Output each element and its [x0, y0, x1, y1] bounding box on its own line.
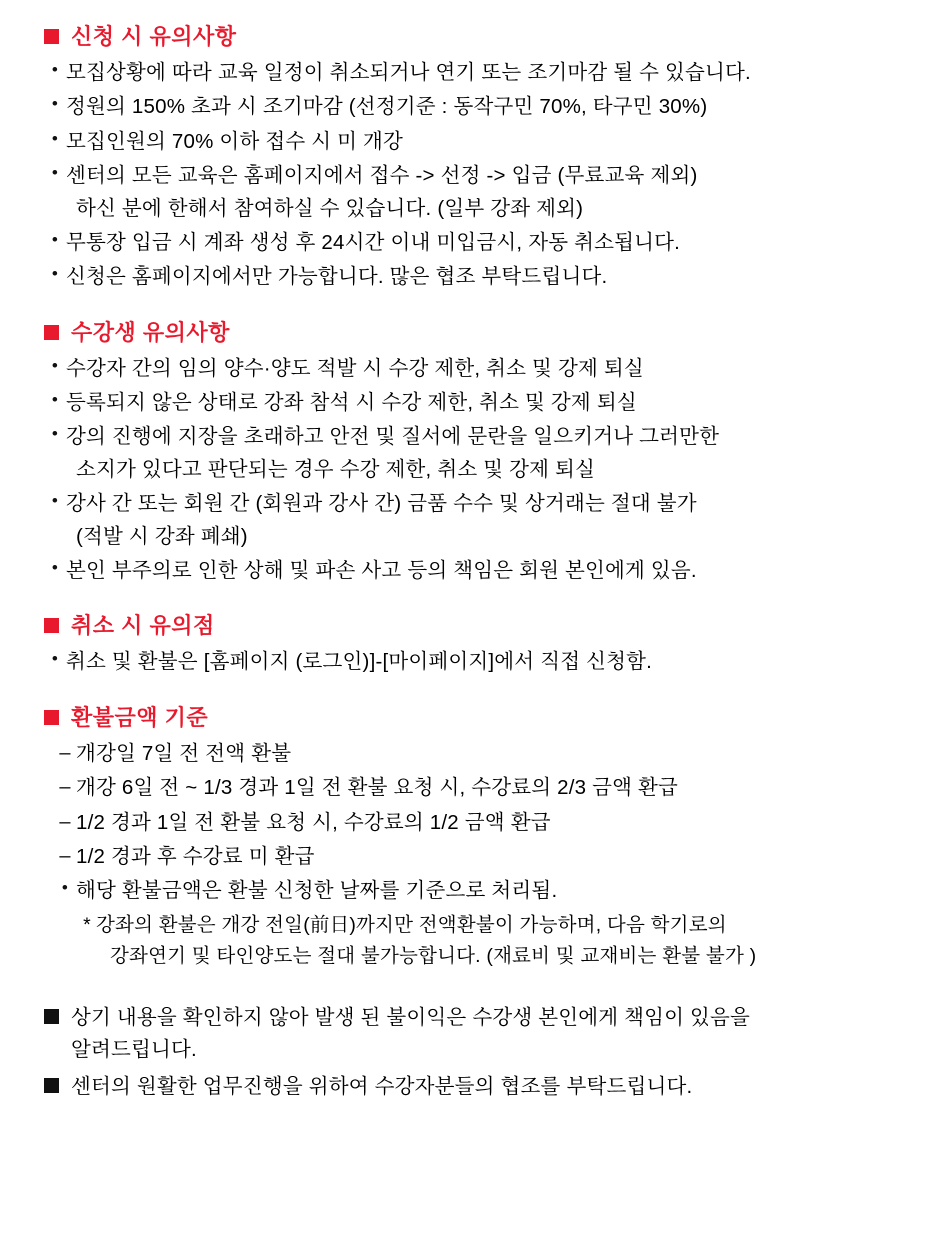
refund-asterisk-note — [44, 910, 911, 972]
footer-note-line: 상기 내용을 확인하지 않아 발생 된 불이익은 수강생 본인에게 책임이 있음을 — [71, 1006, 751, 1029]
bullet-dot-icon: • — [51, 649, 59, 669]
list-item-line: 센터의 모든 교육은 홈페이지에서 접수 -> 선정 -> 입금 (무료교육 제외) — [66, 164, 698, 188]
section-heading-student-notice — [44, 318, 911, 347]
note-line: 강좌의 환불은 개강 전일(前日)까지만 전액환불이 가능하며, 다음 학기로의 — [96, 913, 727, 936]
list-item — [54, 841, 911, 873]
section-title: 환불금액 기준 — [71, 704, 209, 730]
list-item-text — [66, 488, 911, 553]
black-square-bullet-icon — [44, 1009, 59, 1024]
list-item — [44, 353, 911, 385]
asterisk-icon: * — [83, 913, 91, 936]
bullet-dot-icon: • — [51, 128, 59, 148]
list-item-text — [66, 160, 911, 225]
note-text — [96, 910, 756, 972]
red-square-bullet-icon — [44, 325, 59, 340]
bullet-dot-icon: • — [51, 355, 59, 375]
list-item — [54, 875, 911, 907]
list-item-text: 해당 환불금액은 환불 신청한 날짜를 기준으로 처리됨. — [76, 879, 558, 903]
list-cancel-notice — [44, 646, 911, 678]
list-item-text: 모집인원의 70% 이하 접수 시 미 개강 — [66, 129, 404, 153]
dash-bullet-icon: – — [59, 844, 71, 867]
black-square-bullet-icon — [44, 1078, 59, 1093]
footer-note-text — [71, 1002, 750, 1067]
note-line: 강좌연기 및 타인양도는 절대 불가능합니다. (재료비 및 교재비는 환불 불가 ) — [110, 944, 757, 967]
bullet-dot-icon: • — [51, 94, 59, 114]
list-item — [54, 772, 911, 804]
list-refund-standard — [54, 738, 911, 908]
section-title: 취소 시 유의점 — [71, 613, 215, 639]
list-item-line: 강사 간 또는 회원 간 (회원과 강사 간) 금품 수수 및 상거래는 절대 불가 — [66, 492, 697, 516]
list-item-text: 모집상황에 따라 교육 일정이 취소되거나 연기 또는 조기마감 될 수 있습니다. — [66, 61, 751, 85]
footer-note-line: 알려드립니다. — [71, 1038, 197, 1062]
section-title: 수강생 유의사항 — [71, 319, 230, 345]
bullet-dot-icon: • — [61, 878, 69, 898]
spacer — [44, 589, 911, 611]
list-item-text: 개강 6일 전 ~ 1/3 경과 1일 전 환불 요청 시, 수강료의 2/3 금액 환급 — [76, 776, 679, 800]
list-item-text: 취소 및 환불은 [홈페이지 (로그인)]-[마이페이지]에서 직접 신청함. — [66, 650, 653, 674]
bullet-dot-icon: • — [51, 60, 59, 80]
list-item-text: 신청은 홈페이지에서만 가능합니다. 많은 협조 부탁드립니다. — [66, 265, 608, 289]
list-item-text: 1/2 경과 후 수강료 미 환급 — [76, 844, 315, 868]
bullet-dot-icon: • — [51, 557, 59, 577]
bullet-dot-icon: • — [51, 390, 59, 410]
list-item-text: 1/2 경과 1일 전 환불 요청 시, 수강료의 1/2 금액 환급 — [76, 810, 551, 834]
red-square-bullet-icon — [44, 710, 59, 725]
footer-note — [44, 1071, 911, 1103]
bullet-dot-icon: • — [51, 424, 59, 444]
list-item-line: (적발 시 강좌 폐쇄) — [76, 524, 248, 548]
list-item — [54, 807, 911, 839]
red-square-bullet-icon — [44, 618, 59, 633]
list-application-notice — [44, 57, 911, 294]
list-item-text: 무통장 입금 시 계좌 생성 후 24시간 이내 미입금시, 자동 취소됩니다. — [66, 230, 681, 254]
red-square-bullet-icon — [44, 29, 59, 44]
list-item-text: 본인 부주의로 인한 상해 및 파손 사고 등의 책임은 회원 본인에게 있음. — [66, 558, 697, 582]
list-item-text: 정원의 150% 초과 시 조기마감 (선정기준 : 동작구민 70%, 타구민 30%) — [66, 95, 708, 119]
list-item-line: 강의 진행에 지장을 초래하고 안전 및 질서에 문란을 일으키거나 그러만한 — [66, 425, 720, 449]
section-heading-application-notice — [44, 22, 911, 51]
list-item — [44, 555, 911, 587]
list-item-text — [66, 421, 911, 486]
list-item — [44, 57, 911, 89]
spacer — [44, 296, 911, 318]
bullet-dot-icon: • — [51, 264, 59, 284]
list-item — [44, 646, 911, 678]
dash-bullet-icon: – — [59, 810, 71, 833]
list-item — [44, 227, 911, 259]
list-item-line: 소지가 있다고 판단되는 경우 수강 제한, 취소 및 강제 퇴실 — [76, 457, 596, 481]
list-item-text: 수강자 간의 임의 양수·양도 적발 시 수강 제한, 취소 및 강제 퇴실 — [66, 356, 644, 380]
list-item-text: 개강일 7일 전 전액 환불 — [76, 741, 292, 765]
list-item-text: 등록되지 않은 상태로 강좌 참석 시 수강 제한, 취소 및 강제 퇴실 — [66, 391, 637, 415]
list-item — [44, 421, 911, 486]
list-item — [44, 160, 911, 225]
bullet-dot-icon: • — [51, 491, 59, 511]
section-heading-cancel-notice — [44, 611, 911, 640]
bullet-dot-icon: • — [51, 163, 59, 183]
list-item-line: 하신 분에 한해서 참여하실 수 있습니다. (일부 강좌 제외) — [76, 196, 584, 220]
dash-bullet-icon: – — [59, 741, 71, 764]
list-item — [44, 126, 911, 158]
list-item — [44, 261, 911, 293]
spacer — [44, 681, 911, 703]
section-title: 신청 시 유의사항 — [71, 24, 237, 49]
spacer — [44, 972, 911, 1002]
list-item — [44, 488, 911, 553]
dash-bullet-icon: – — [59, 776, 71, 799]
list-item — [44, 387, 911, 419]
bullet-dot-icon: • — [51, 229, 59, 249]
list-item — [44, 91, 911, 123]
section-heading-refund-standard — [44, 703, 911, 732]
footer-note — [44, 1002, 911, 1067]
footer-note-text: 센터의 원활한 업무진행을 위하여 수강자분들의 협조를 부탁드립니다. — [71, 1074, 693, 1098]
list-student-notice — [44, 353, 911, 588]
list-item — [54, 738, 911, 770]
